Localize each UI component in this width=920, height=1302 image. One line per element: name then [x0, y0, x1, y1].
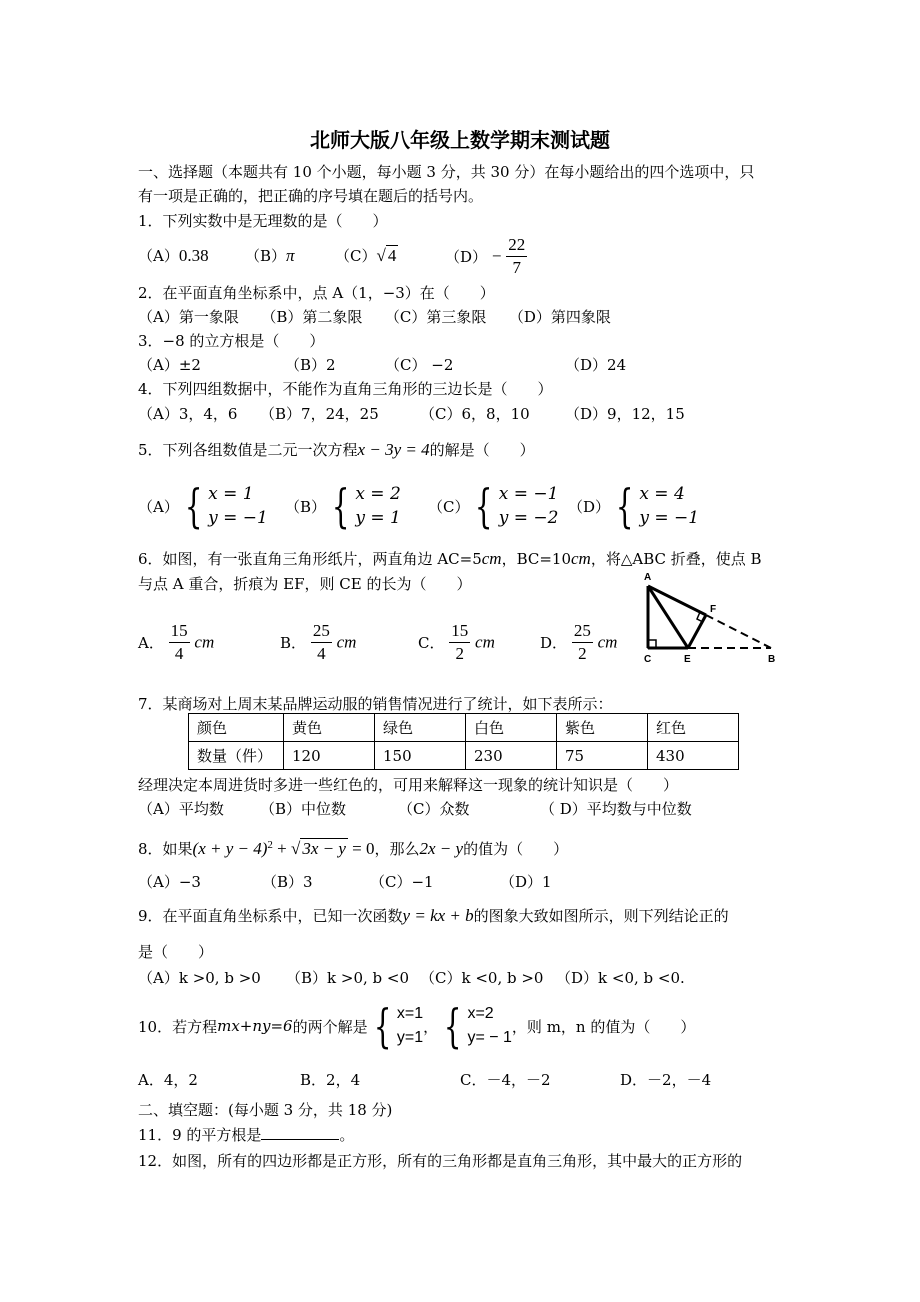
q5-option-b: （B） { x = 2 y = 1 [285, 479, 401, 533]
page-title: 北师大版八年级上数学期末测试题 [310, 128, 610, 152]
q9-option-d: （D）k <0, b <0. [556, 969, 685, 987]
section1-line1: 一、选择题（本题共有 10 个小题，每小题 3 分，共 30 分）在每小题给出的四个选项中，只 [138, 163, 755, 181]
q5-option-a: （A） { x = 1 y = −1 [138, 479, 268, 533]
table-header-row [189, 714, 739, 742]
q8-stem: 8．如果$(x + y - 4)^2$ + √ 3x − y = 0，那么2x − y的值为（ ） [138, 839, 569, 858]
table-cell: 红色 [648, 714, 739, 742]
q7-option-d: （ D）平均数与中位数 [540, 800, 692, 818]
q9-option-b: （B）k >0, b <0 [286, 969, 410, 987]
fig-label-e: E [684, 654, 691, 665]
answer-blank[interactable] [261, 1124, 339, 1140]
q3-option-c: （C） −2 [385, 356, 454, 374]
q8-option-c: （C）−1 [370, 873, 434, 891]
q6-option-c: C． $\frac{15}{2}$ cm [418, 621, 495, 663]
table-cell: 绿色 [375, 714, 466, 742]
q1-option-c: （C）√ 4 [335, 246, 397, 265]
q9-stem: 9．在平面直角坐标系中，已知一次函数y = kx + b的图象大致如图所示，则下列结论正的 [138, 906, 729, 925]
q8-option-d: （D）1 [500, 873, 552, 891]
fig-label-f: F [710, 604, 717, 615]
table-cell: 75 [557, 742, 648, 770]
section2-heading: 二、填空题：(每小题 3 分，共 18 分) [138, 1101, 393, 1119]
q12-stem: 12．如图，所有的四边形都是正方形，所有的三角形都是直角三角形，其中最大的正方形的 [138, 1152, 743, 1170]
q5-stem: 5．下列各组数值是二元一次方程x − 3y = 4的解是（ ） [138, 440, 535, 459]
table-cell: 黄色 [284, 714, 375, 742]
q4-option-c: （C）6，8，10 [420, 405, 530, 423]
q10-option-d: D．－2，－4 [620, 1071, 712, 1089]
fig-label-b: B [768, 654, 776, 665]
q7-after: 经理决定本周进货时多进一些红色的，可用来解释这一现象的统计知识是（ ） [138, 776, 679, 794]
table-cell: 紫色 [557, 714, 648, 742]
fig-label-c: C [644, 654, 652, 665]
q8-option-a: （A）−3 [138, 873, 201, 891]
section1-line2: 有一项是正确的，把正确的序号填在题后的括号内。 [138, 187, 484, 205]
q1-option-a: （A）0.38 [138, 246, 209, 265]
q4-stem: 4．下列四组数据中，不能作为直角三角形的三边长是（ ） [138, 380, 553, 398]
q11-stem: 11．9 的平方根是 。 [138, 1126, 355, 1144]
q10-stem: 10．若方程 mx+ny=6 的两个解是 { x=1 y=1 ， { x=2 y= − 1 ，则 m，n 的值为（ ） [138, 999, 696, 1053]
table-cell: 颜色 [189, 714, 284, 742]
q5-option-c: （C） { x = −1 y = −2 [428, 479, 559, 533]
q5-option-d: （D） { x = 4 y = −1 [568, 479, 700, 533]
triangle-figure [636, 570, 786, 666]
q3-option-d: （D）24 [565, 356, 627, 374]
q10-option-a: A．4，2 [138, 1071, 198, 1089]
q7-option-c: （C）众数 [398, 800, 470, 818]
q6-option-b: B． $\frac{25}{4}$ cm [280, 621, 357, 663]
q4-option-b: （B）7，24，25 [260, 405, 379, 423]
q1-option-b: （B）π [245, 246, 295, 265]
q1-option-d: （D） − $\frac{22}{7}$ [445, 235, 526, 277]
q9-option-c: （C）k <0, b >0 [420, 969, 544, 987]
table-cell: 230 [466, 742, 557, 770]
q10-option-b: B．2，4 [300, 1071, 361, 1089]
fig-label-a: A [644, 572, 652, 583]
table-cell: 数量（件） [189, 742, 284, 770]
q6-line1: 6．如图，有一张直角三角形纸片，两直角边 AC=5cm，BC=10cm，将△ABC 折叠，使点 B [138, 549, 762, 568]
q9-line2: 是（ ） [138, 943, 214, 961]
q10-option-c: C．－4，－2 [460, 1071, 551, 1089]
q7-stem: 7．某商场对上周末某品牌运动服的销售情况进行了统计，如下表所示： [138, 695, 613, 713]
table-row [189, 742, 739, 770]
q7-option-a: （A）平均数 [138, 800, 224, 818]
table-cell: 白色 [466, 714, 557, 742]
sales-table [188, 713, 739, 770]
q3-option-b: （B）2 [285, 356, 336, 374]
q3-option-a: （A）±2 [138, 356, 201, 374]
q2-stem: 2．在平面直角坐标系中，点 A（1，−3）在（ ） [138, 284, 495, 302]
table-cell: 150 [375, 742, 466, 770]
q6-option-a: A． $\frac{15}{4}$ cm [138, 621, 215, 663]
table-cell: 120 [284, 742, 375, 770]
q4-option-a: （A）3，4，6 [138, 405, 238, 423]
q6-line2: 与点 A 重合，折痕为 EF，则 CE 的长为（ ） [138, 575, 472, 593]
q7-option-b: （B）中位数 [260, 800, 347, 818]
q2-options: （A）第一象限 （B）第二象限 （C）第三象限 （D）第四象限 [138, 308, 611, 326]
q3-stem: 3．−8 的立方根是（ ） [138, 332, 325, 350]
table-cell: 430 [648, 742, 739, 770]
q8-option-b: （B）3 [262, 873, 313, 891]
q9-option-a: （A）k >0, b >0 [138, 969, 261, 987]
q6-option-d: D． $\frac{25}{2}$ cm [540, 621, 618, 663]
q4-option-d: （D）9，12，15 [565, 405, 685, 423]
q1-stem: 1．下列实数中是无理数的是（ ） [138, 212, 388, 230]
